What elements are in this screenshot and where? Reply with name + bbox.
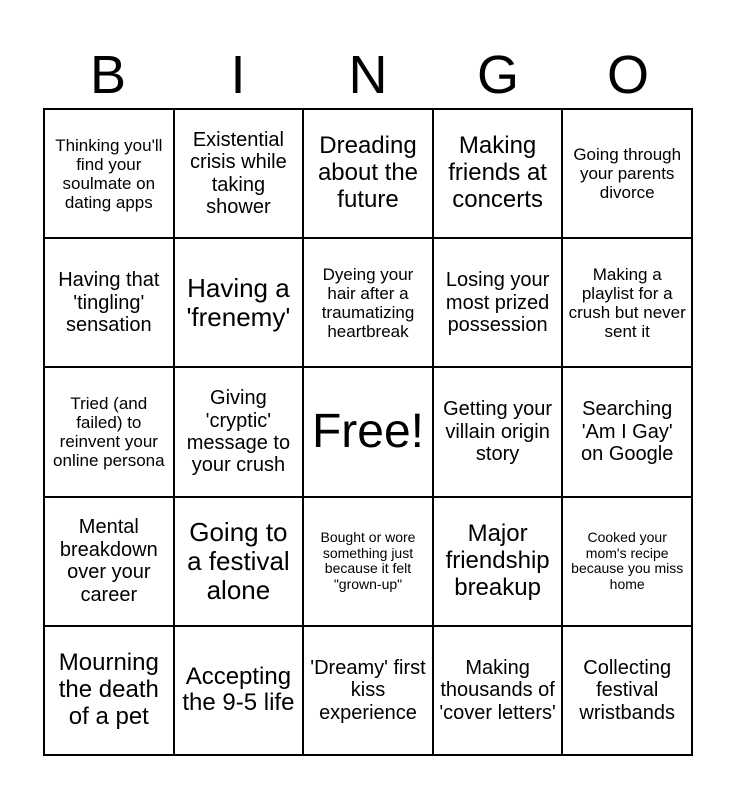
bingo-cell[interactable]: Dyeing your hair after a traumatizing heartbreak — [303, 238, 433, 367]
free-cell[interactable]: Free! — [303, 367, 433, 496]
bingo-cell[interactable]: Going to a festival alone — [174, 497, 304, 626]
bingo-cell[interactable]: Making a playlist for a crush but never sent it — [562, 238, 692, 367]
bingo-cell[interactable]: Mental breakdown over your career — [44, 497, 174, 626]
header-letter-b: B — [89, 45, 127, 105]
bingo-grid — [43, 108, 693, 756]
header-letter-g: G — [476, 45, 519, 105]
header-letter-o: O — [606, 45, 649, 105]
bingo-cell[interactable]: Cooked your mom's recipe because you miss home — [562, 497, 692, 626]
bingo-cell[interactable]: Mourning the death of a pet — [44, 626, 174, 755]
bingo-cell[interactable]: 'Dreamy' first kiss experience — [303, 626, 433, 755]
bingo-cell[interactable]: Tried (and failed) to reinvent your online persona — [44, 367, 174, 496]
bingo-cell[interactable]: Dreading about the future — [303, 109, 433, 238]
bingo-cell[interactable]: Having a 'frenemy' — [174, 238, 304, 367]
bingo-cell[interactable]: Making thousands of 'cover letters' — [433, 626, 563, 755]
bingo-cell[interactable]: Existential crisis while taking shower — [174, 109, 304, 238]
bingo-cell[interactable]: Giving 'cryptic' message to your crush — [174, 367, 304, 496]
header-letter-i: I — [230, 45, 246, 105]
bingo-cell[interactable]: Accepting the 9-5 life — [174, 626, 304, 755]
bingo-cell[interactable]: Making friends at concerts — [433, 109, 563, 238]
bingo-cell[interactable]: Searching 'Am I Gay' on Google — [562, 367, 692, 496]
bingo-cell[interactable]: Major friendship breakup — [433, 497, 563, 626]
bingo-header — [43, 42, 693, 108]
bingo-cell[interactable]: Getting your villain origin story — [433, 367, 563, 496]
header-letter-n: N — [348, 45, 388, 105]
bingo-cell[interactable]: Losing your most prized possession — [433, 238, 563, 367]
bingo-cell[interactable]: Collecting festival wristbands — [562, 626, 692, 755]
bingo-cell[interactable]: Going through your parents divorce — [562, 109, 692, 238]
bingo-cell[interactable]: Having that 'tingling' sensation — [44, 238, 174, 367]
bingo-cell[interactable]: Bought or wore something just because it felt "grown-up" — [303, 497, 433, 626]
bingo-cell[interactable]: Thinking you'll find your soulmate on dating apps — [44, 109, 174, 238]
